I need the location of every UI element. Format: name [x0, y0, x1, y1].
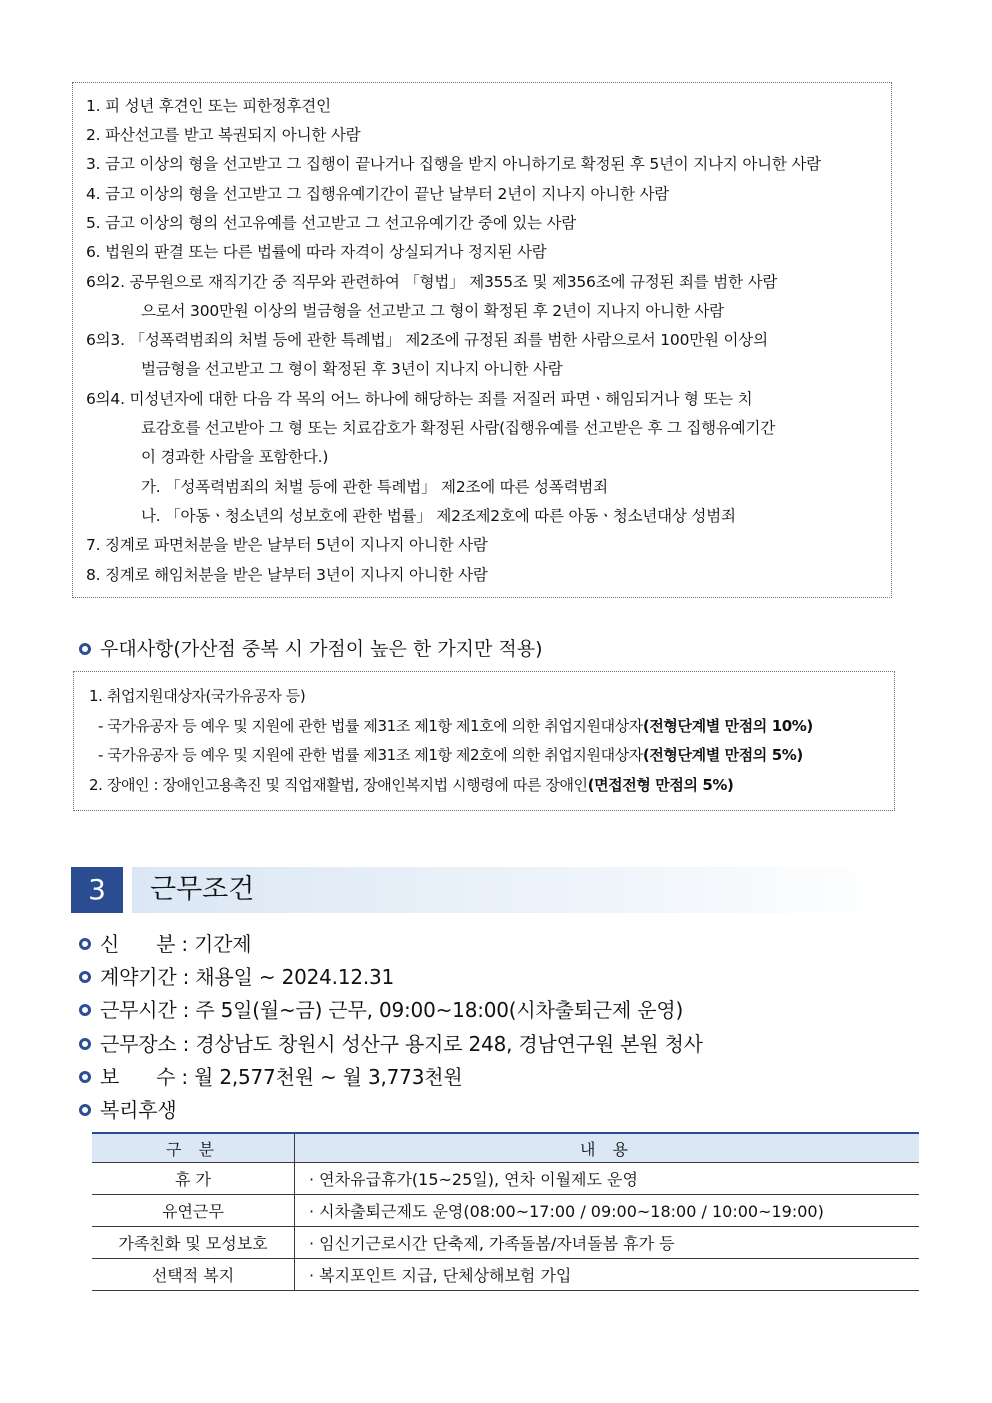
table-row: [92, 1163, 919, 1195]
list-item: 1. 피 성년 후견인 또는 피한정후견인: [86, 97, 331, 115]
column-header: 구 분: [92, 1133, 295, 1163]
list-item-continued: 이 경과한 사람을 포함한다.): [141, 448, 329, 466]
preference-line: - 국가유공자 등 예우 및 지원에 관한 법률 제31조 제1항 제1호에 의한 취업지원대상자(전형단계별 만점의 10%): [98, 717, 813, 735]
table-header-row: [92, 1133, 919, 1163]
condition-contract-period: 계약기간 : 채용일 ~ 2024.12.31: [100, 965, 395, 989]
bullet-icon: [79, 971, 91, 983]
preference-line: - 국가유공자 등 예우 및 지원에 관한 법률 제31조 제1항 제2호에 의한 취업지원대상자(전형단계별 만점의 5%): [98, 746, 803, 764]
table-row: [92, 1259, 919, 1291]
bullet-icon: [79, 1071, 91, 1083]
list-item: 6의2. 공무원으로 재직기간 중 직무와 관련하여 「형법」 제355조 및 제356조에 규정된 죄를 범한 사람: [86, 273, 778, 291]
welfare-category: 가족친화 및 모성보호: [92, 1227, 295, 1259]
list-item: 7. 징계로 파면처분을 받은 날부터 5년이 지나지 아니한 사람: [86, 536, 488, 554]
list-item-continued: 벌금형을 선고받고 그 형이 확정된 후 3년이 지나지 아니한 사람: [141, 360, 563, 378]
welfare-content: · 복지포인트 지급, 단체상해보험 가입: [295, 1259, 920, 1291]
list-item-continued: 으로서 300만원 이상의 벌금형을 선고받고 그 형이 확정된 후 2년이 지나지 아니한 사람: [141, 302, 724, 320]
table-row: [92, 1227, 919, 1259]
list-item: 6의3. 「성폭력범죄의 처벌 등에 관한 특례법」 제2조에 규정된 죄를 범한 사람으로서 100만원 이상의: [86, 331, 768, 349]
preference-heading: 우대사항(가산점 중복 시 가점이 높은 한 가지만 적용): [100, 638, 543, 660]
column-header: 내 용: [295, 1133, 920, 1163]
disqualification-box: [72, 82, 892, 598]
preference-line: 1. 취업지원대상자(국가유공자 등): [89, 687, 306, 705]
condition-welfare: 복리후생: [100, 1098, 177, 1122]
welfare-content: · 시차출퇴근제도 운영(08:00~17:00 / 09:00~18:00 / 10:00~19:00): [295, 1195, 920, 1227]
preference-line: 2. 장애인 : 장애인고용촉진 및 직업재활법, 장애인복지법 시행령에 따른 장애인(면접전형 만점의 5%): [89, 776, 734, 794]
list-item-continued: 료감호를 선고받아 그 형 또는 치료감호가 확정된 사람(집행유예를 선고받은 후 그 집행유예기간: [141, 419, 775, 437]
section-title: 근무조건: [150, 874, 255, 905]
welfare-table: [92, 1132, 919, 1291]
bullet-icon: [79, 1104, 91, 1116]
list-item: 6. 법원의 판결 또는 다른 법률에 따라 자격이 상실되거나 정지된 사람: [86, 243, 547, 261]
preference-box: [73, 671, 895, 811]
bullet-icon: [79, 938, 91, 950]
welfare-content: · 임신기근로시간 단축제, 가족돌봄/자녀돌봄 휴가 등: [295, 1227, 920, 1259]
list-item: 5. 금고 이상의 형의 선고유예를 선고받고 그 선고유예기간 중에 있는 사람: [86, 214, 577, 232]
welfare-category: 유연근무: [92, 1195, 295, 1227]
welfare-category: 휴 가: [92, 1163, 295, 1195]
condition-work-hours: 근무시간 : 주 5일(월~금) 근무, 09:00~18:00(시차출퇴근제 운영): [100, 998, 684, 1022]
bullet-icon: [79, 1004, 91, 1016]
bullet-icon: [79, 643, 91, 655]
list-item: 3. 금고 이상의 형을 선고받고 그 집행이 끝나거나 집행을 받지 아니하기로 확정된 후 5년이 지나지 아니한 사람: [86, 155, 821, 173]
section-number: 3: [71, 867, 123, 913]
bullet-icon: [79, 1038, 91, 1050]
list-item: 2. 파산선고를 받고 복권되지 아니한 사람: [86, 126, 361, 144]
condition-work-place: 근무장소 : 경상남도 창원시 성산구 용지로 248, 경남연구원 본원 청사: [100, 1032, 703, 1056]
list-subitem: 나. 「아동ㆍ청소년의 성보호에 관한 법률」 제2조제2호에 따른 아동ㆍ청소년대상 성범죄: [141, 507, 736, 525]
table-row: [92, 1195, 919, 1227]
list-item: 4. 금고 이상의 형을 선고받고 그 집행유예기간이 끝난 날부터 2년이 지나지 아니한 사람: [86, 185, 670, 203]
welfare-category: 선택적 복지: [92, 1259, 295, 1291]
list-item: 6의4. 미성년자에 대한 다음 각 목의 어느 하나에 해당하는 죄를 저질러 파면ㆍ해임되거나 형 또는 치: [86, 390, 753, 408]
welfare-content: · 연차유급휴가(15~25일), 연차 이월제도 운영: [295, 1163, 920, 1195]
list-subitem: 가. 「성폭력범죄의 처벌 등에 관한 특례법」 제2조에 따른 성폭력범죄: [141, 478, 608, 496]
condition-employment-type: 신 분 : 기간제: [100, 932, 252, 956]
condition-salary: 보 수 : 월 2,577천원 ~ 월 3,773천원: [100, 1065, 463, 1089]
list-item: 8. 징계로 해임처분을 받은 날부터 3년이 지나지 아니한 사람: [86, 566, 488, 584]
